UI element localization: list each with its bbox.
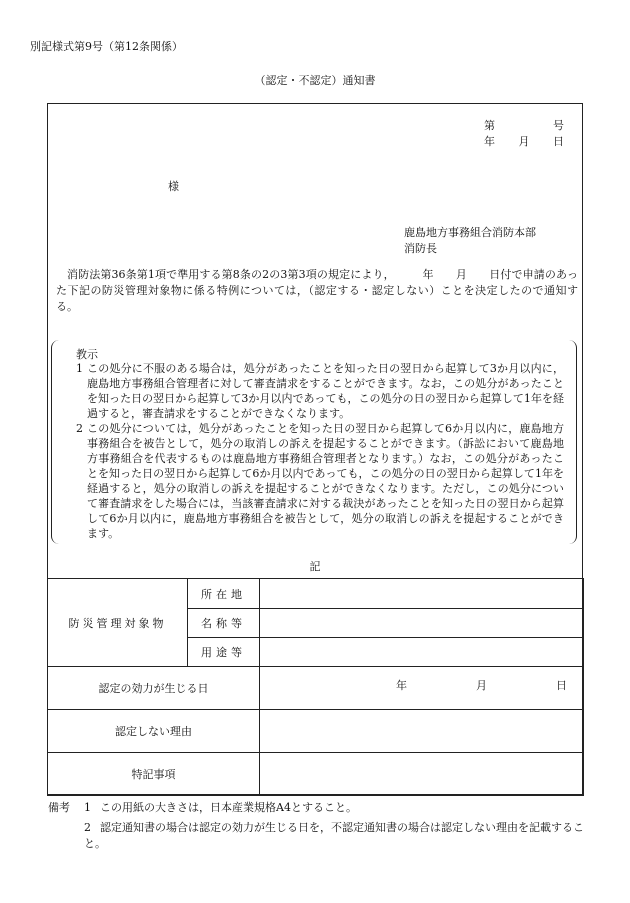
instruction-number: 2	[76, 422, 83, 435]
instruction-heading: 教示	[76, 348, 98, 361]
use-field[interactable]	[260, 638, 584, 667]
effective-date-field[interactable]	[260, 667, 584, 710]
instruction-item	[76, 421, 564, 541]
use-label: 用途等	[188, 638, 260, 667]
note-number: 2	[84, 821, 91, 834]
date-year: 年	[484, 135, 495, 148]
effective-date-label: 認定の効力が生じる日	[48, 667, 260, 710]
name-label: 名称等	[188, 609, 260, 638]
document-date-line	[484, 133, 564, 149]
instruction-text: この処分については，処分があったことを知った日の翌日から起算して6か月以内に，鹿島地方事務組合を被告として，処分の取消しの訴えを提起することができます。（訴訟において鹿島地方事務組合を代表するものは鹿島地方事務組合管理者となります。）なお，この処分があったことを知った日の翌日から起算して6か月以内であっても，この処分の日の翌日から起算して1年を経過すると，処分の取消しの訴えを提起することができなくなります。ただし，この処分について審査請求をした場合には，当該審査請求に対する裁決があったことを知った日の翌日から起算して6か月以内に，鹿島地方事務組合を被告として，処分の取消しの訴えを提起することができます。	[87, 422, 564, 540]
effective-day: 日	[556, 679, 567, 692]
number-suffix: 号	[553, 119, 564, 132]
date-month: 月	[518, 135, 530, 148]
note-text: この用紙の大きさは，日本産業規格A4とすること。	[100, 801, 357, 814]
instruction-text: この処分に不服のある場合は，処分があったことを知った日の翌日から起算して3か月以内に，鹿島地方事務組合管理者に対して審査請求をすることができます。なお，この処分があったことを知った日の翌日から起算して3か月以内であっても，この処分の日の翌日から起算して1年を経過すると，審査請求をすることができなくなります。	[87, 362, 564, 420]
document-title: （認定・不認定）通知書	[254, 74, 376, 87]
document-number-line	[484, 117, 564, 133]
number-prefix: 第	[484, 119, 495, 132]
note-text: 認定通知書の場合は認定の効力が生じる日を，不認定通知書の場合は認定しない理由を記載すること。	[84, 821, 584, 850]
date-day: 日	[553, 135, 564, 148]
notes-prefix: 備考	[48, 801, 70, 814]
sender-organization: 鹿島地方事務組合消防本部	[404, 226, 536, 239]
name-field[interactable]	[260, 609, 584, 638]
instruction-number: 1	[76, 362, 83, 375]
body-paragraph: 消防法第36条第1項で準用する第8条の2の3第3項の規定により， 年 月 日付で申請のあった下記の防災管理対象物に係る特例については，（認定する・認定しない）ことを決定したので通知する。	[56, 268, 578, 313]
record-table	[47, 578, 584, 796]
form-label: 別記様式第9号（第12条関係）	[30, 40, 183, 53]
effective-month: 月	[476, 679, 487, 692]
note-item	[84, 820, 584, 852]
addressee-suffix: 様	[168, 180, 179, 193]
ki-heading: 記	[309, 560, 321, 573]
location-label: 所在地	[188, 579, 260, 609]
effective-year: 年	[396, 679, 407, 692]
note-number: 1	[84, 801, 91, 814]
special-notes-field[interactable]	[260, 753, 584, 796]
reason-field[interactable]	[260, 710, 584, 753]
note-item	[84, 800, 357, 816]
object-label: 防災管理対象物	[48, 579, 188, 667]
instruction-item	[76, 361, 564, 421]
sender-title: 消防長	[404, 242, 437, 255]
reason-label: 認定しない理由	[48, 710, 260, 753]
special-notes-label: 特記事項	[48, 753, 260, 796]
location-field[interactable]	[260, 579, 584, 609]
